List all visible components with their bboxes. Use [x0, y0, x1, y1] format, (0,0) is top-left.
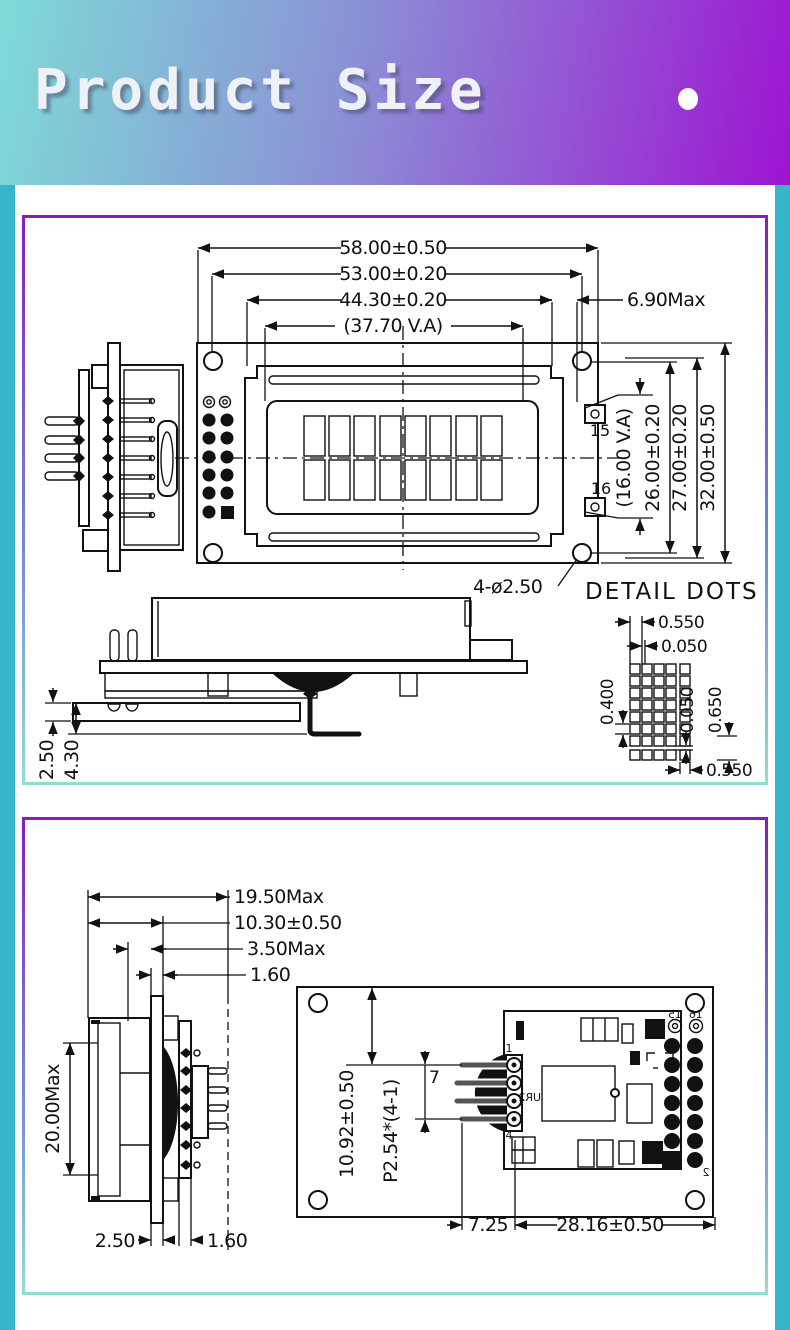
dim-2-50-bottom: 2.50: [94, 1230, 135, 1252]
svg-text:(16.00 V.A): (16.00 V.A): [613, 408, 635, 508]
page-title: Product Size: [34, 58, 487, 123]
dim-width-44: [247, 289, 705, 402]
detail-dots-title: DETAIL DOTS: [585, 579, 759, 605]
technical-drawing-top: [25, 218, 765, 782]
svg-text:(37.70 V.A): (37.70 V.A): [343, 315, 443, 337]
left-teal-band: [0, 0, 15, 1330]
side-view: [42, 996, 247, 1252]
dot-dim-0050-right: 0.050: [678, 686, 698, 734]
side-view-left: [45, 343, 183, 571]
svg-text:27.00±0.20: 27.00±0.20: [669, 404, 691, 512]
svg-text:53.00±0.20: 53.00±0.20: [339, 263, 447, 285]
bezel-frame: [245, 366, 563, 546]
dim-mounting-holes: [473, 559, 577, 598]
dim-1-60-bottom: 1.60: [207, 1230, 248, 1252]
detail-dots: [585, 579, 759, 781]
pcb-pin2-label: 2: [702, 1166, 710, 1179]
drawing-panel-bottom: [22, 817, 768, 1295]
pcb-pin15-label: 15: [668, 1008, 682, 1021]
dim-19-50: 19.50Max: [234, 886, 324, 908]
svg-text:26.00±0.20: 26.00±0.20: [642, 404, 664, 512]
dot-dim-0050-top: 0.050: [661, 637, 708, 657]
side-view-bottom: [36, 598, 527, 780]
svg-text:4-ø2.50: 4-ø2.50: [473, 576, 543, 598]
dim-10-30: 10.30±0.50: [234, 912, 342, 934]
svg-text:10.92±0.50: 10.92±0.50: [336, 1070, 358, 1178]
pcb-pin1-label: 1: [505, 1042, 513, 1055]
pcb-back-view: [297, 987, 713, 1217]
dot-dim-0400: 0.400: [598, 678, 618, 726]
svg-text:32.00±0.50: 32.00±0.50: [697, 404, 719, 512]
right-teal-band: [775, 0, 790, 1330]
dim-3-50: 3.50Max: [247, 938, 326, 960]
dim-width-37: [265, 315, 523, 401]
svg-text:58.00±0.50: 58.00±0.50: [339, 237, 447, 259]
dim-28-16: 28.16±0.50: [556, 1214, 664, 1236]
drawing-panel-top: [22, 215, 768, 785]
pcb-pin16-label: 16: [689, 1008, 703, 1021]
dim-2-50: 2.50: [36, 739, 58, 781]
pcb-ur2-label: UR2: [518, 1091, 541, 1104]
dim-height-27: [625, 358, 704, 558]
svg-text:P2.54*(4-1): P2.54*(4-1): [380, 1079, 402, 1183]
dot-dim-0550-bottom: 0.550: [706, 761, 753, 781]
svg-text:44.30±0.20: 44.30±0.20: [339, 289, 447, 311]
pin15-label: 15: [589, 421, 611, 440]
pin-stubs: [120, 399, 155, 518]
dim-6-90-max: 6.90Max: [627, 289, 706, 311]
dim-20-00: 20.00Max: [42, 1064, 64, 1154]
dim-7-25: 7.25: [467, 1214, 509, 1236]
front-view: [175, 326, 625, 570]
dim-1-60-top: 1.60: [250, 964, 291, 986]
dot-dim-0550-top: 0.550: [658, 613, 705, 633]
technical-drawing-bottom: [25, 820, 765, 1292]
dim-7-label: 7: [429, 1068, 440, 1088]
dim-4-30: 4.30: [61, 739, 83, 781]
header-banner: [0, 0, 790, 185]
dot-dim-0650: 0.650: [706, 686, 726, 734]
pcb-pin4-label: 4: [505, 1129, 513, 1142]
bullet-dot-icon: [678, 88, 698, 110]
pin16-label: 16: [590, 479, 612, 498]
